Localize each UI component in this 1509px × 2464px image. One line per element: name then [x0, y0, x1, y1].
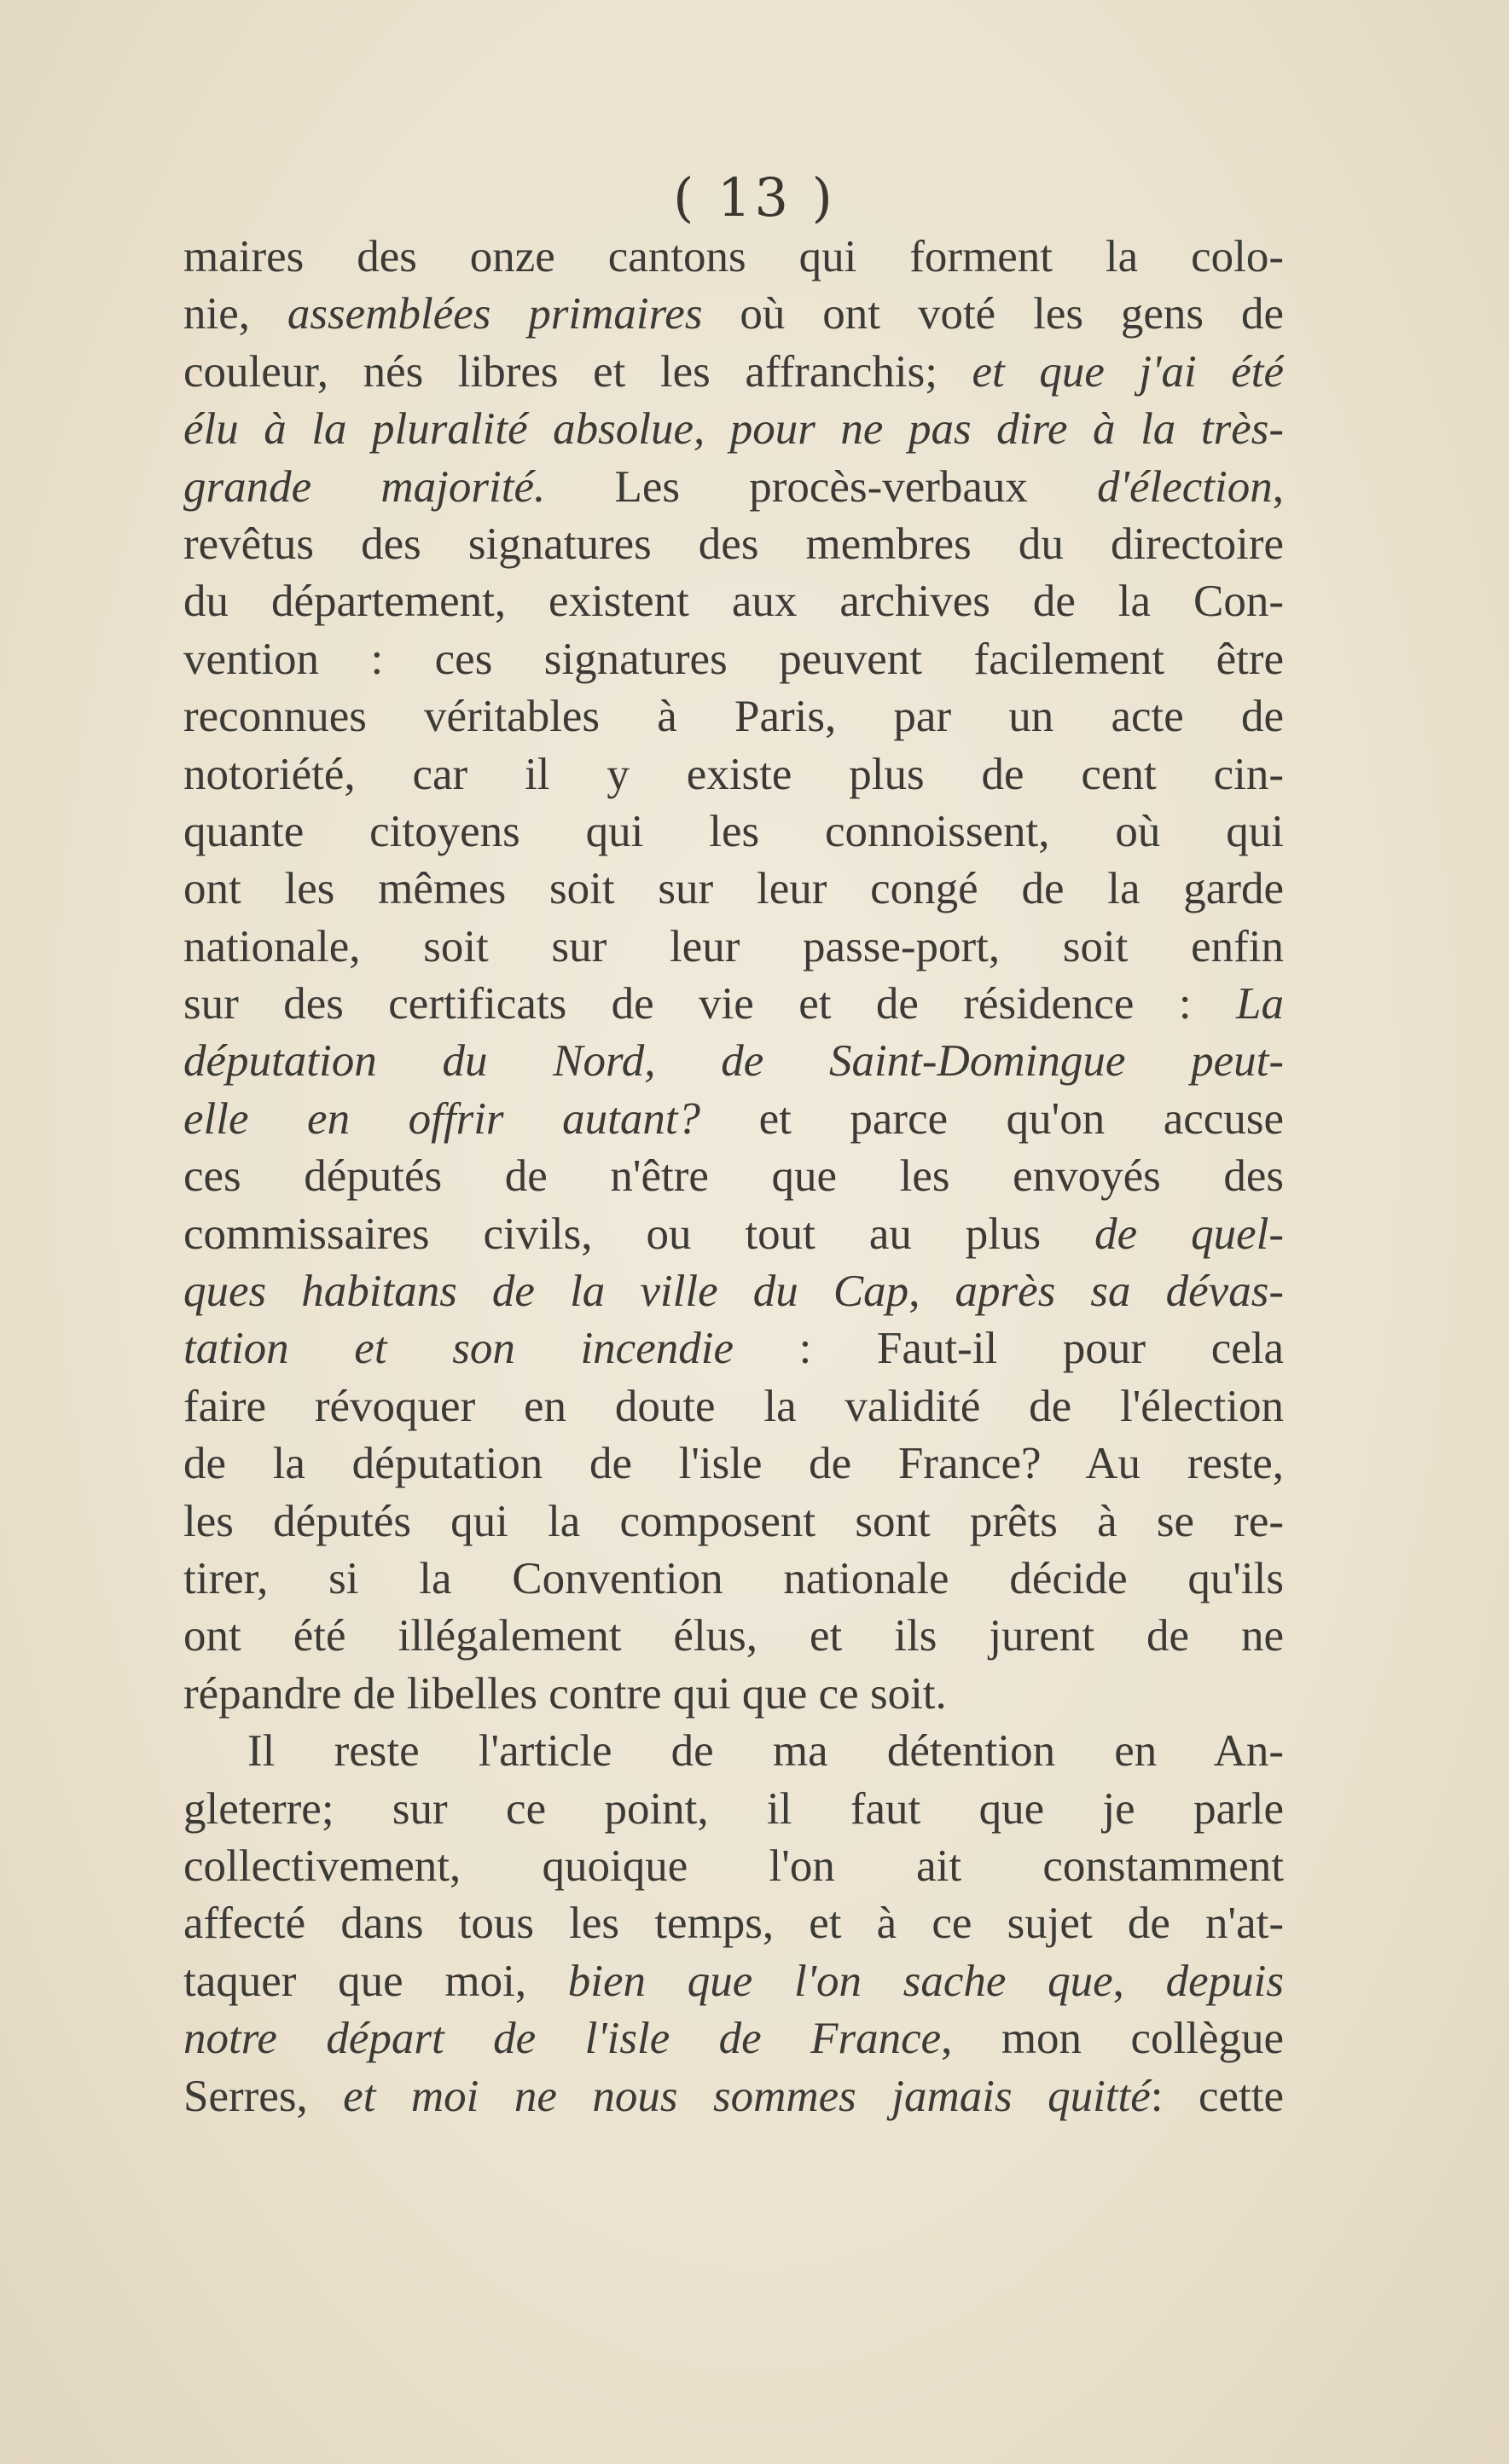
text-line: ont les mêmes soit sur leur congé de la garde — [183, 864, 1284, 914]
text-line: collectivement, quoique l'on ait constamment — [183, 1841, 1284, 1891]
roman-text: où ont voté les gens de — [702, 289, 1284, 339]
roman-text: Les procès-verbaux — [545, 461, 1098, 512]
text-line — [183, 401, 1284, 458]
text-line — [183, 344, 1284, 401]
text-line — [183, 1091, 1284, 1148]
text-line — [183, 459, 1284, 516]
italic-text: et que j'ai été — [972, 346, 1284, 397]
text-line — [183, 1666, 1284, 1723]
text-line: maires des onze cantons qui forment la colo- — [183, 232, 1284, 281]
text-line — [183, 2068, 1284, 2125]
italic-text: La — [1236, 979, 1284, 1029]
text-line: ont été illégalement élus, et ils jurent de ne — [183, 1611, 1284, 1661]
roman-text: couleur, nés libres et les affranchis; — [183, 346, 972, 397]
text-line: gleterre; sur ce point, il faut que je parle — [183, 1783, 1284, 1834]
italic-text: tation et son incendie — [183, 1324, 734, 1374]
roman-text: : Faut-il pour cela — [733, 1324, 1284, 1374]
text-line: reconnues véritables à Paris, par un acte de — [183, 692, 1284, 742]
italic-text: élu à la pluralité absolue, pour ne pas dire à la très- — [183, 404, 1284, 455]
roman-text: répandre de libelles contre qui que ce soit. — [183, 1668, 947, 1719]
text-line: revêtus des signatures des membres du directoire — [183, 519, 1284, 569]
text-line: les députés qui la composent sont prêts à se re- — [183, 1496, 1284, 1546]
roman-text: Serres, — [183, 2071, 344, 2121]
text-line: notoriété, car il y existe plus de cent cin- — [183, 749, 1284, 799]
text-line: vention : ces signatures peuvent facilement être — [183, 634, 1284, 684]
text-line — [183, 1320, 1284, 1377]
roman-text: , mon collègue — [941, 2014, 1284, 2064]
italic-text: de quel- — [1094, 1209, 1284, 1259]
text-line — [183, 976, 1284, 1033]
italic-text: notre départ de l'isle de France — [183, 2014, 942, 2064]
text-line: Il reste l'article de ma détention en An- — [247, 1726, 1284, 1777]
italic-text: depuis — [1165, 1956, 1284, 2006]
roman-text: , — [1112, 1956, 1166, 2006]
text-line — [183, 2010, 1284, 2067]
body-text — [183, 229, 1284, 2125]
roman-text: nie, — [183, 289, 287, 339]
italic-text: et moi ne nous sommes jamais quitté — [343, 2071, 1151, 2121]
text-line: de la députation de l'isle de France? Au reste, — [183, 1439, 1284, 1489]
roman-text: commissaires civils, ou tout au plus — [183, 1209, 1095, 1259]
text-line — [183, 1263, 1284, 1320]
text-line — [183, 1033, 1284, 1090]
text-line — [183, 1953, 1284, 2010]
text-line: nationale, soit sur leur passe-port, soit enfin — [183, 921, 1284, 971]
text-line: quante citoyens qui les connoissent, où qui — [183, 806, 1284, 856]
text-line: du département, existent aux archives de la Con- — [183, 577, 1284, 627]
roman-text: : cette — [1150, 2071, 1284, 2121]
roman-text: sur des certificats de vie et de résidence : — [183, 979, 1237, 1029]
italic-text: elle en offrir autant? — [183, 1093, 701, 1144]
text-line: ces députés de n'être que les envoyés des — [183, 1151, 1284, 1202]
italic-text: ques habitans de la ville du Cap — [183, 1267, 909, 1317]
italic-text: bien que l'on sache que — [567, 1956, 1113, 2006]
italic-text: grande majorité. — [183, 461, 546, 512]
text-line — [183, 286, 1284, 343]
roman-text: taquer que moi, — [183, 1956, 568, 2006]
text-line: faire révoquer en doute la validité de l'élection — [183, 1381, 1284, 1431]
text-line: affecté dans tous les temps, et à ce sujet de n'at- — [183, 1899, 1284, 1949]
roman-text: , — [908, 1267, 955, 1317]
italic-text: députation du Nord, de Saint-Domingue peut- — [183, 1036, 1284, 1087]
page-number: ( 13 ) — [673, 166, 836, 229]
roman-text: , — [1272, 461, 1284, 512]
italic-text: d'élection — [1097, 461, 1273, 512]
text-line: tirer, si la Convention nationale décide qu'ils — [183, 1553, 1284, 1603]
italic-text: après sa dévas- — [955, 1267, 1284, 1317]
roman-text: et parce qu'on accuse — [700, 1093, 1284, 1144]
text-line — [183, 1206, 1284, 1263]
italic-text: assemblées primaires — [287, 289, 703, 339]
